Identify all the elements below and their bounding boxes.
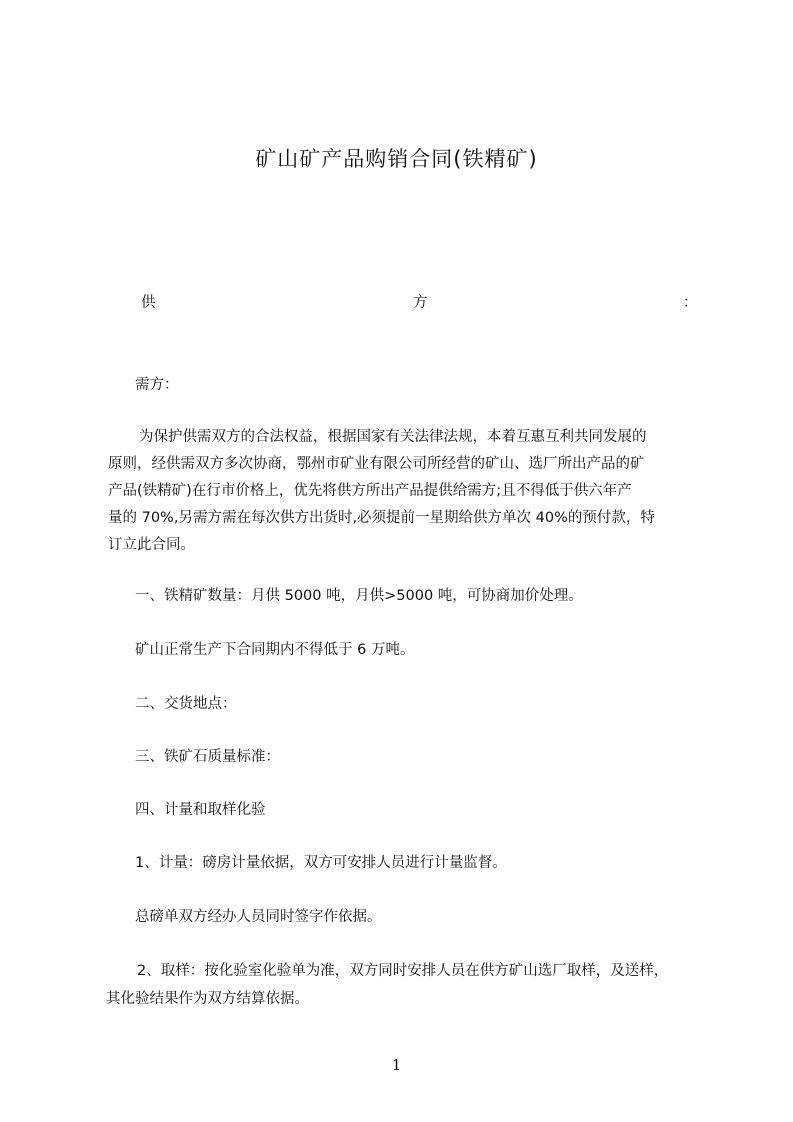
clause-delivery-location: 二、交货地点：: [135, 696, 237, 712]
clause-measurement-item: 1、计量：磅房计量依据，双方可安排人员进行计量监督。: [135, 855, 507, 871]
clause-sampling-line-2: 其化验结果作为双方结算依据。: [106, 991, 309, 1007]
preamble-line-5: 订立此合同。: [108, 537, 195, 553]
clause-measurement-heading: 四、计量和取样化验: [135, 802, 266, 818]
supplier-label-char-1: 供: [141, 295, 156, 311]
preamble-line-4: 量的 70%,另需方需在每次供方出货时,必须提前一星期给供方单次 40%的预付款，特: [108, 510, 655, 526]
clause-minimum: 矿山正常生产下合同期内不得低于 6 万吨。: [135, 642, 415, 658]
preamble-line-3: 产品(铁精矿)在行市价格上，优先将供方所出产品提供给需方;且不得低于供六年产: [108, 483, 632, 499]
preamble-line-2: 原则，经供需双方多次协商，鄂州市矿业有限公司所经营的矿山、选厂所出产品的矿: [108, 456, 645, 472]
clause-sampling-line-1: 2、取样：按化验室化验单为准，双方同时安排人员在供方矿山选厂取样，及送样，: [137, 963, 669, 979]
clause-weighbill: 总磅单双方经办人员同时签字作依据。: [135, 909, 382, 925]
clause-quantity: 一、铁精矿数量：月供 5000 吨，月供>5000 吨，可协商加价处理。: [135, 588, 583, 604]
supplier-label-colon: ：: [683, 295, 698, 311]
clause-quality-standard: 三、铁矿石质量标准：: [135, 749, 280, 765]
page-number: 1: [391, 1056, 402, 1074]
supplier-label-char-2: 方: [413, 295, 428, 311]
contract-title: 矿山矿产品购销合同(铁精矿): [255, 147, 538, 171]
buyer-label: 需方：: [135, 377, 179, 393]
preamble-line-1: 为保护供需双方的合法权益，根据国家有关法律法规，本着互惠互利共同发展的: [139, 429, 647, 445]
